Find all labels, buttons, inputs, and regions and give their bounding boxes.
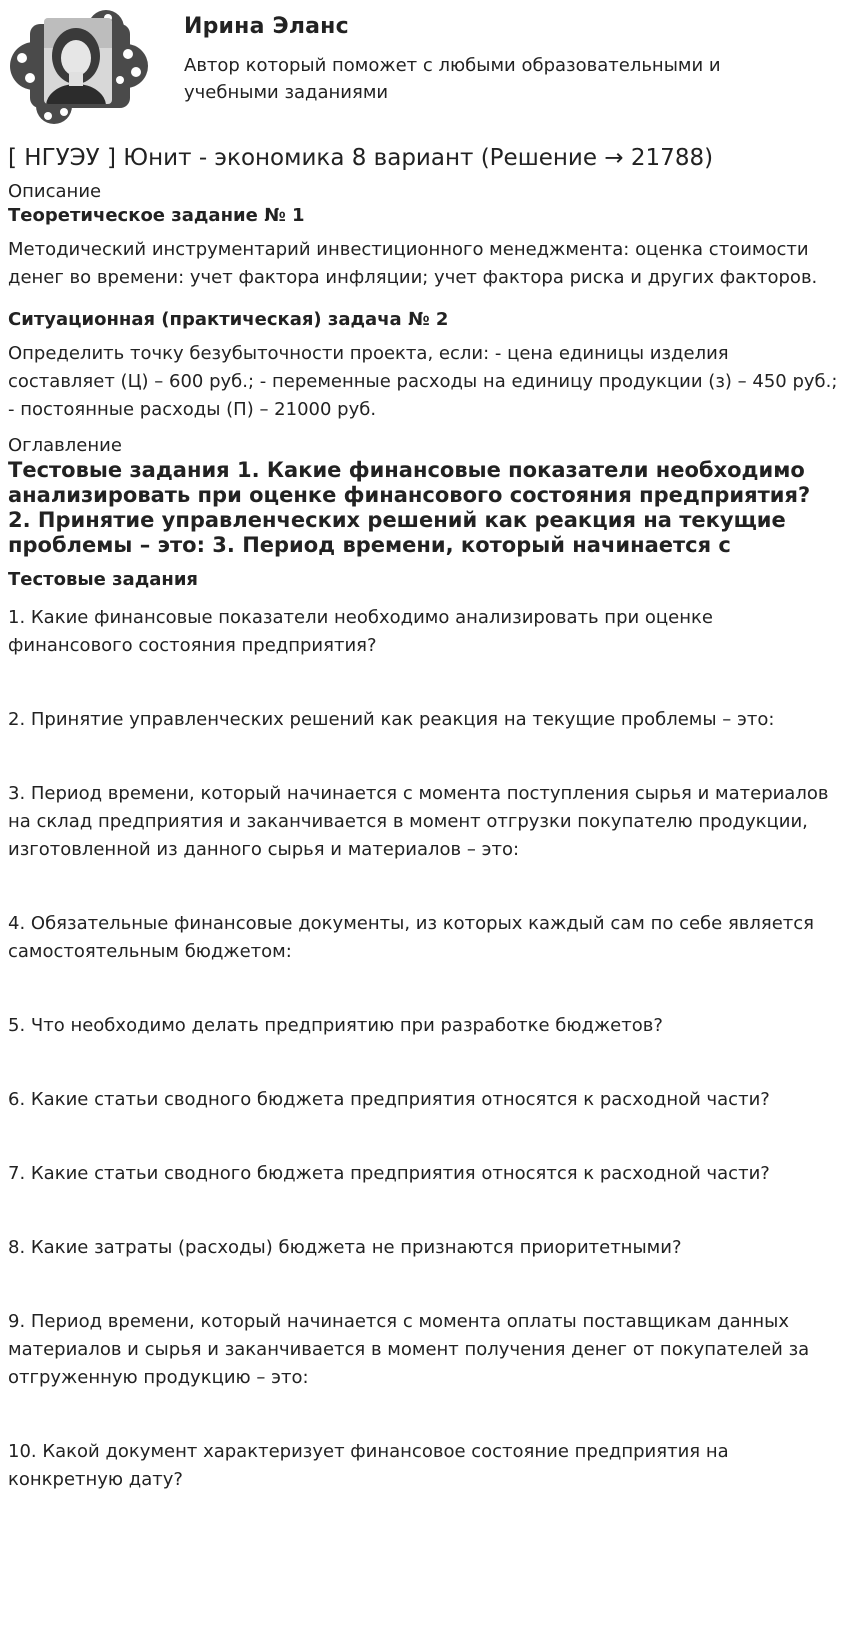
question-item: 10. Какой документ характеризует финансовое состояние предприятия на конкретную дату? — [8, 1441, 729, 1490]
author-card — [8, 6, 838, 126]
description-label: Описание — [8, 181, 102, 202]
question-item: 9. Период времени, который начинается с момента оплаты поставщикам данных материалов и сырья и заканчивается в момент получения денег от покупателей за отгруженную продукцию – это: — [8, 1311, 810, 1388]
task1-heading: Теоретическое задание № 1 — [8, 205, 305, 226]
toc-label: Оглавление — [8, 435, 122, 456]
question-item: 7. Какие статьи сводного бюджета предприятия относятся к расходной части? — [8, 1163, 770, 1184]
task2-text: Определить точку безубыточности проекта, если: - цена единицы изделия составляет (Ц) – 600 руб.; - переменные расходы на единицу продукции (з) – 450 руб.; - постоянные расходы (П) – 21000 руб. — [8, 343, 838, 420]
author-name[interactable]: Ирина Эланс — [184, 14, 349, 39]
question-item: 8. Какие затраты (расходы) бюджета не признаются приоритетными? — [8, 1237, 682, 1258]
question-list — [8, 604, 840, 1494]
question-item: 1. Какие финансовые показатели необходимо анализировать при оценке финансового состояния предприятия? — [8, 607, 713, 656]
task2-heading: Ситуационная (практическая) задача № 2 — [8, 309, 449, 330]
author-avatar[interactable] — [8, 6, 150, 126]
question-item: 6. Какие статьи сводного бюджета предприятия относятся к расходной части? — [8, 1089, 770, 1110]
question-item: 5. Что необходимо делать предприятию при разработке бюджетов? — [8, 1015, 663, 1036]
task1-text: Методический инструментарий инвестиционного менеджмента: оценка стоимости денег во времени: учет фактора инфляции; учет фактора риска и других факторов. — [8, 239, 818, 288]
toc-heading: Тестовые задания 1. Какие финансовые показатели необходимо анализировать при оценке финансового состояния предприятия? 2. Принятие управленческих решений как реакция на текущие проблемы – это: 3. Период времени, который начинается с — [8, 458, 811, 557]
work-content — [8, 142, 840, 1494]
question-item: 2. Принятие управленческих решений как реакция на текущие проблемы – это: — [8, 709, 775, 730]
question-item: 4. Обязательные финансовые документы, из которых каждый сам по себе является самостоятельным бюджетом: — [8, 913, 815, 962]
tests-heading: Тестовые задания — [8, 569, 198, 590]
work-title: [ НГУЭУ ] Юнит - экономика 8 вариант (Решение → 21788) — [8, 145, 714, 171]
question-item: 3. Период времени, который начинается с момента поступления сырья и материалов на склад предприятия и заканчивается в момент отгрузки покупателю продукции, изготовленной из данного сырья и материалов – это: — [8, 783, 829, 860]
author-description: Автор который поможет с любыми образовательными и учебными заданиями — [184, 55, 721, 103]
